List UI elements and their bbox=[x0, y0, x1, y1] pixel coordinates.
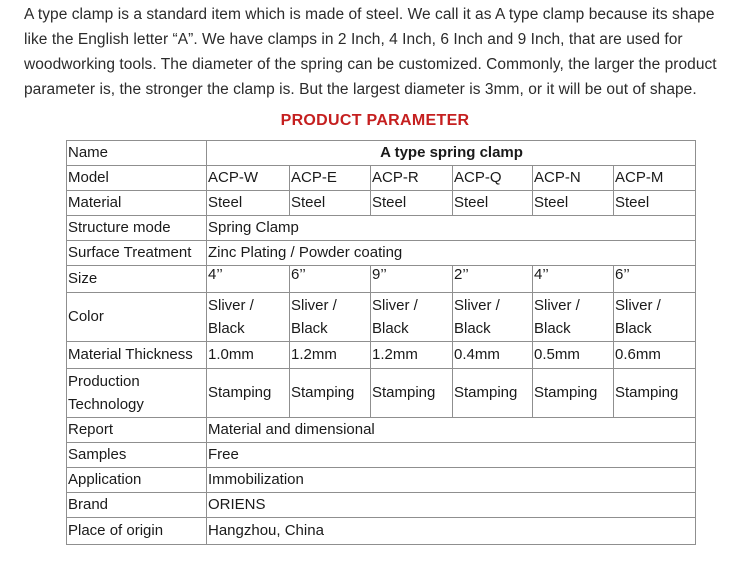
section-heading: PRODUCT PARAMETER bbox=[280, 112, 470, 129]
application-value: Immobilization bbox=[207, 468, 696, 493]
size-cell: 9’’ bbox=[371, 266, 453, 293]
model-cell: ACP-M bbox=[614, 166, 696, 191]
thickness-cell: 0.4mm bbox=[453, 342, 533, 369]
model-cell: ACP-R bbox=[371, 166, 453, 191]
origin-value: Hangzhou, China bbox=[207, 518, 696, 545]
table-row-color bbox=[67, 293, 696, 342]
table-row-application bbox=[67, 468, 696, 493]
table-row-report bbox=[67, 418, 696, 443]
size-cell: 4’’ bbox=[207, 266, 290, 293]
color-cell: Sliver / Black bbox=[290, 293, 371, 342]
intro-line: woodworking tools. The diameter of the spring can be customized. Commonly, the larger the product bbox=[24, 56, 717, 73]
row-label: Model bbox=[67, 166, 207, 191]
material-cell: Steel bbox=[290, 191, 371, 216]
material-cell: Steel bbox=[371, 191, 453, 216]
intro-paragraph bbox=[24, 2, 739, 102]
table-row-origin bbox=[67, 518, 696, 545]
table-row-production bbox=[67, 369, 696, 418]
model-cell: ACP-Q bbox=[453, 166, 533, 191]
structure-value: Spring Clamp bbox=[207, 216, 696, 241]
size-cell: 2’’ bbox=[453, 266, 533, 293]
product-name: A type spring clamp bbox=[207, 141, 696, 166]
row-label: Production Technology bbox=[67, 369, 207, 418]
row-label: Material Thickness bbox=[67, 342, 207, 369]
thickness-cell: 1.2mm bbox=[290, 342, 371, 369]
table-row-thickness bbox=[67, 342, 696, 369]
row-label: Size bbox=[67, 266, 207, 293]
row-label: Material bbox=[67, 191, 207, 216]
material-cell: Steel bbox=[453, 191, 533, 216]
production-cell: Stamping bbox=[290, 369, 371, 418]
row-label: Surface Treatment bbox=[67, 241, 207, 266]
intro-line: A type clamp is a standard item which is made of steel. We call it as A type clamp because its shape bbox=[24, 6, 715, 23]
production-cell: Stamping bbox=[371, 369, 453, 418]
model-cell: ACP-W bbox=[207, 166, 290, 191]
thickness-cell: 1.0mm bbox=[207, 342, 290, 369]
thickness-cell: 1.2mm bbox=[371, 342, 453, 369]
brand-value: ORIENS bbox=[207, 493, 696, 518]
material-cell: Steel bbox=[207, 191, 290, 216]
thickness-cell: 0.6mm bbox=[614, 342, 696, 369]
surface-value: Zinc Plating / Powder coating bbox=[207, 241, 696, 266]
table-row-samples bbox=[67, 443, 696, 468]
color-cell: Sliver / Black bbox=[614, 293, 696, 342]
thickness-cell: 0.5mm bbox=[533, 342, 614, 369]
row-label: Structure mode bbox=[67, 216, 207, 241]
table-row-structure bbox=[67, 216, 696, 241]
row-label: Name bbox=[67, 141, 207, 166]
table-row-model bbox=[67, 166, 696, 191]
model-cell: ACP-E bbox=[290, 166, 371, 191]
intro-line: parameter is, the stronger the clamp is. But the largest diameter is 3mm, or it will be out of shape. bbox=[24, 81, 697, 98]
material-cell: Steel bbox=[533, 191, 614, 216]
intro-line: like the English letter “A”. We have clamps in 2 Inch, 4 Inch, 6 Inch and 9 Inch, that are used for bbox=[24, 31, 683, 48]
row-label: Place of origin bbox=[67, 518, 207, 545]
table-row-brand bbox=[67, 493, 696, 518]
table-row-material bbox=[67, 191, 696, 216]
size-cell: 6’’ bbox=[290, 266, 371, 293]
table-row-name bbox=[67, 141, 696, 166]
material-cell: Steel bbox=[614, 191, 696, 216]
color-cell: Sliver / Black bbox=[453, 293, 533, 342]
production-cell: Stamping bbox=[207, 369, 290, 418]
report-value: Material and dimensional bbox=[207, 418, 696, 443]
samples-value: Free bbox=[207, 443, 696, 468]
production-cell: Stamping bbox=[453, 369, 533, 418]
product-parameter-table bbox=[66, 140, 696, 545]
row-label: Brand bbox=[67, 493, 207, 518]
color-cell: Sliver / Black bbox=[533, 293, 614, 342]
production-cell: Stamping bbox=[533, 369, 614, 418]
table-row-size bbox=[67, 266, 696, 293]
model-cell: ACP-N bbox=[533, 166, 614, 191]
color-cell: Sliver / Black bbox=[371, 293, 453, 342]
row-label: Samples bbox=[67, 443, 207, 468]
production-cell: Stamping bbox=[614, 369, 696, 418]
row-label: Application bbox=[67, 468, 207, 493]
row-label: Report bbox=[67, 418, 207, 443]
row-label: Color bbox=[67, 293, 207, 342]
size-cell: 6’’ bbox=[614, 266, 696, 293]
table-row-surface bbox=[67, 241, 696, 266]
color-cell: Sliver / Black bbox=[207, 293, 290, 342]
size-cell: 4’’ bbox=[533, 266, 614, 293]
